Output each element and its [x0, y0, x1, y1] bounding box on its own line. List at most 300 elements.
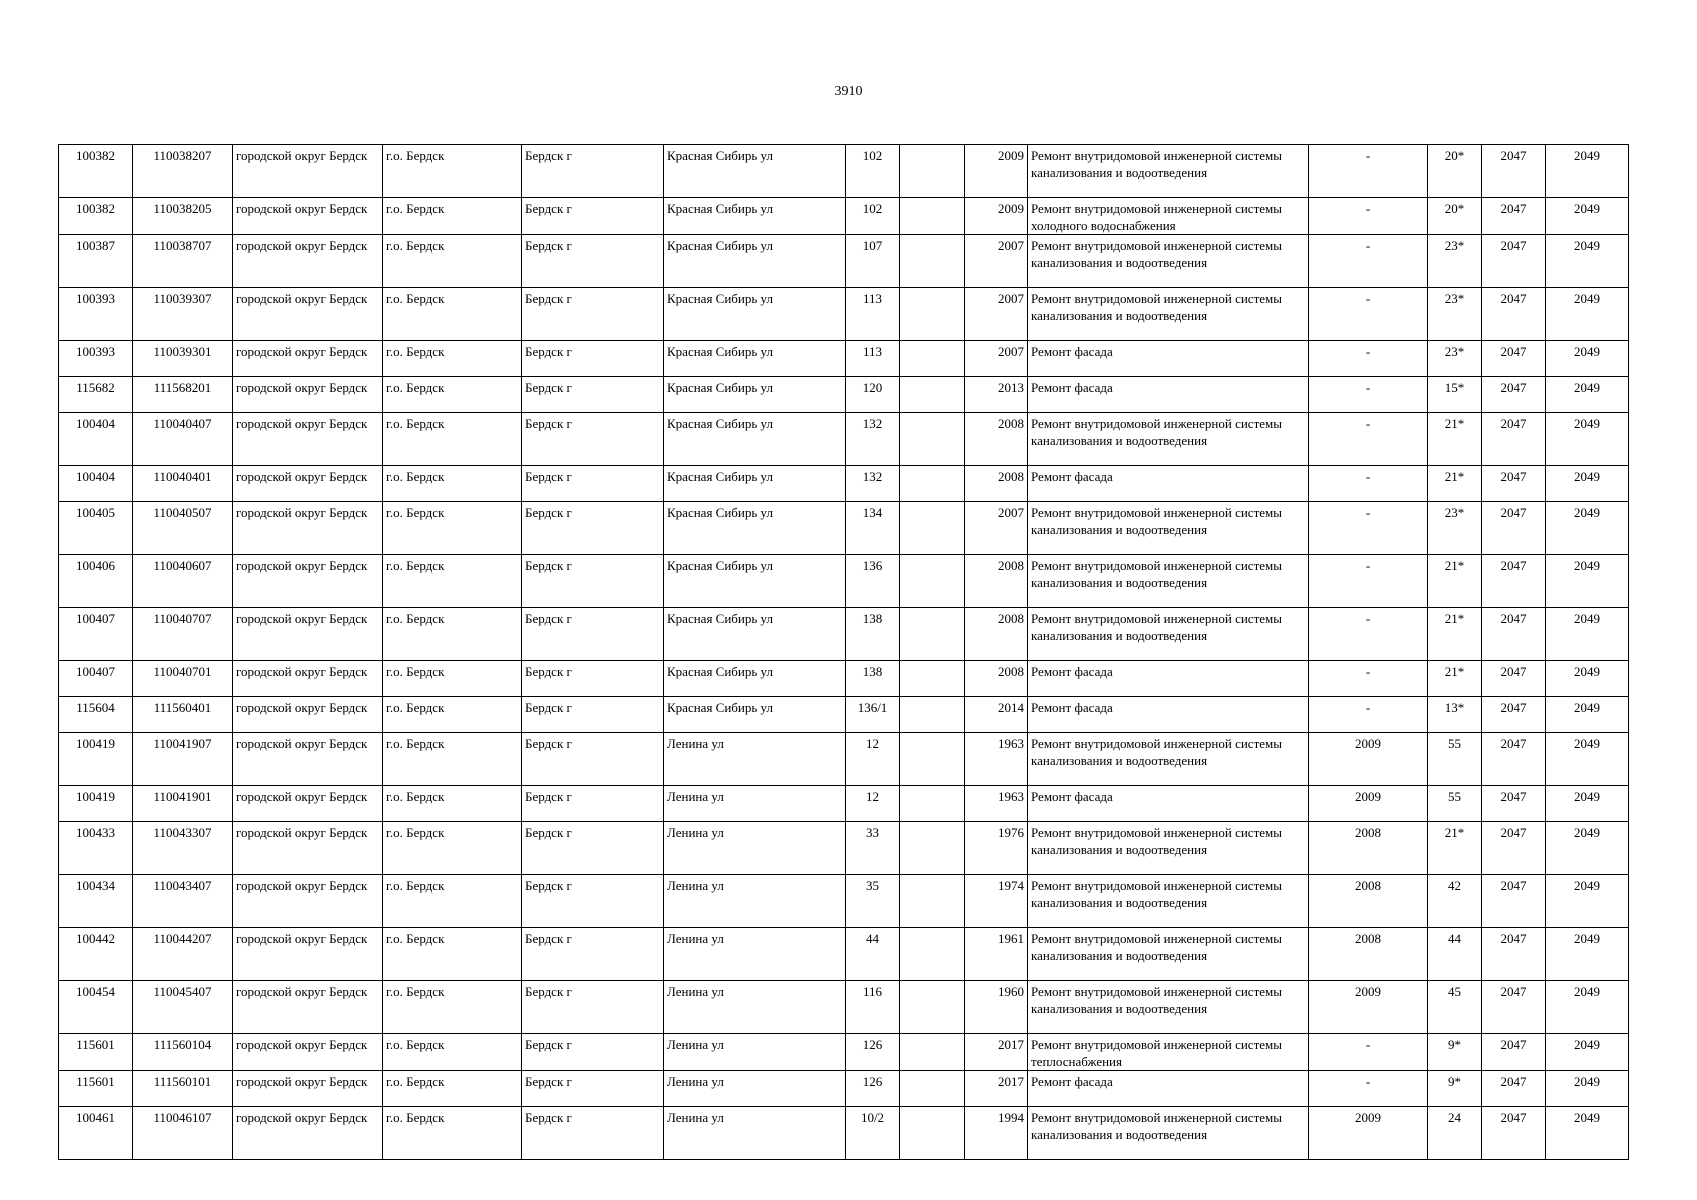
cell-locality: Бердск г: [522, 1107, 664, 1160]
cell-year-built: 2014: [965, 697, 1028, 733]
cell-house-number: 113: [846, 288, 900, 341]
cell-building: [900, 697, 965, 733]
cell-municipality: г.о. Бердск: [383, 198, 522, 235]
cell-building: [900, 786, 965, 822]
cell-year-built: 2017: [965, 1071, 1028, 1107]
cell-last-repair: -: [1309, 661, 1428, 697]
cell-plan-end: 2049: [1546, 341, 1629, 377]
cell-last-repair: 2009: [1309, 1107, 1428, 1160]
cell-work-type: Ремонт внутридомовой инженерной системы канализования и водоотведения: [1028, 502, 1309, 555]
cell-wear: 55: [1428, 733, 1482, 786]
cell-street: Красная Сибирь ул: [664, 502, 846, 555]
cell-wear: 21*: [1428, 822, 1482, 875]
cell-year-built: 1960: [965, 981, 1028, 1034]
cell-house-id: 100434: [59, 875, 133, 928]
cell-house-number: 132: [846, 413, 900, 466]
cell-house-id: 100407: [59, 608, 133, 661]
cell-locality: Бердск г: [522, 928, 664, 981]
cell-wear: 9*: [1428, 1034, 1482, 1071]
registry-table: [58, 144, 1629, 1160]
cell-house-number: 107: [846, 235, 900, 288]
cell-building: [900, 235, 965, 288]
cell-municipality: г.о. Бердск: [383, 1034, 522, 1071]
cell-work-type: Ремонт внутридомовой инженерной системы канализования и водоотведения: [1028, 288, 1309, 341]
table-row: [59, 341, 1629, 377]
cell-house-id: 100387: [59, 235, 133, 288]
cell-last-repair: 2008: [1309, 928, 1428, 981]
cell-plan-end: 2049: [1546, 377, 1629, 413]
table-row: [59, 786, 1629, 822]
cell-municipality: г.о. Бердск: [383, 786, 522, 822]
cell-building: [900, 1034, 965, 1071]
table-row: [59, 733, 1629, 786]
cell-plan-end: 2049: [1546, 608, 1629, 661]
cell-house-number: 134: [846, 502, 900, 555]
cell-wear: 23*: [1428, 502, 1482, 555]
cell-work-type: Ремонт внутридомовой инженерной системы канализования и водоотведения: [1028, 875, 1309, 928]
cell-district: городской округ Бердск: [233, 502, 383, 555]
cell-plan-start: 2047: [1482, 1071, 1546, 1107]
cell-street: Ленина ул: [664, 786, 846, 822]
table-row: [59, 555, 1629, 608]
cell-plan-end: 2049: [1546, 786, 1629, 822]
cell-year-built: 2009: [965, 198, 1028, 235]
cell-wear: 21*: [1428, 608, 1482, 661]
cell-house-number: 12: [846, 733, 900, 786]
cell-building: [900, 466, 965, 502]
cell-work-type: Ремонт внутридомовой инженерной системы канализования и водоотведения: [1028, 928, 1309, 981]
cell-locality: Бердск г: [522, 341, 664, 377]
cell-work-type: Ремонт внутридомовой инженерной системы канализования и водоотведения: [1028, 822, 1309, 875]
cell-plan-start: 2047: [1482, 502, 1546, 555]
cell-work-code: 111560401: [133, 697, 233, 733]
cell-district: городской округ Бердск: [233, 733, 383, 786]
cell-house-number: 136: [846, 555, 900, 608]
cell-plan-end: 2049: [1546, 661, 1629, 697]
cell-work-code: 110040707: [133, 608, 233, 661]
cell-work-type: Ремонт внутридомовой инженерной системы канализования и водоотведения: [1028, 608, 1309, 661]
cell-wear: 21*: [1428, 661, 1482, 697]
cell-wear: 21*: [1428, 466, 1482, 502]
cell-house-id: 100419: [59, 786, 133, 822]
cell-plan-start: 2047: [1482, 697, 1546, 733]
cell-building: [900, 981, 965, 1034]
cell-house-number: 116: [846, 981, 900, 1034]
cell-house-id: 115604: [59, 697, 133, 733]
cell-municipality: г.о. Бердск: [383, 235, 522, 288]
cell-year-built: 2007: [965, 341, 1028, 377]
cell-locality: Бердск г: [522, 661, 664, 697]
cell-municipality: г.о. Бердск: [383, 466, 522, 502]
cell-municipality: г.о. Бердск: [383, 288, 522, 341]
cell-plan-start: 2047: [1482, 235, 1546, 288]
cell-wear: 24: [1428, 1107, 1482, 1160]
cell-locality: Бердск г: [522, 786, 664, 822]
cell-district: городской округ Бердск: [233, 145, 383, 198]
cell-building: [900, 733, 965, 786]
cell-work-code: 110046107: [133, 1107, 233, 1160]
cell-wear: 44: [1428, 928, 1482, 981]
cell-street: Ленина ул: [664, 1034, 846, 1071]
cell-house-number: 113: [846, 341, 900, 377]
cell-plan-start: 2047: [1482, 466, 1546, 502]
cell-plan-start: 2047: [1482, 875, 1546, 928]
cell-house-number: 138: [846, 608, 900, 661]
cell-plan-start: 2047: [1482, 928, 1546, 981]
cell-plan-start: 2047: [1482, 981, 1546, 1034]
cell-wear: 23*: [1428, 235, 1482, 288]
cell-district: городской округ Бердск: [233, 661, 383, 697]
cell-work-code: 110040401: [133, 466, 233, 502]
cell-municipality: г.о. Бердск: [383, 608, 522, 661]
cell-district: городской округ Бердск: [233, 786, 383, 822]
cell-plan-end: 2049: [1546, 466, 1629, 502]
cell-last-repair: -: [1309, 555, 1428, 608]
table-row: [59, 822, 1629, 875]
cell-plan-end: 2049: [1546, 1071, 1629, 1107]
cell-wear: 9*: [1428, 1071, 1482, 1107]
cell-district: городской округ Бердск: [233, 1034, 383, 1071]
cell-street: Красная Сибирь ул: [664, 466, 846, 502]
cell-work-code: 110041907: [133, 733, 233, 786]
cell-locality: Бердск г: [522, 1071, 664, 1107]
cell-plan-end: 2049: [1546, 413, 1629, 466]
cell-last-repair: 2009: [1309, 981, 1428, 1034]
cell-work-type: Ремонт внутридомовой инженерной системы канализования и водоотведения: [1028, 981, 1309, 1034]
cell-work-code: 110040507: [133, 502, 233, 555]
cell-locality: Бердск г: [522, 145, 664, 198]
cell-building: [900, 822, 965, 875]
cell-building: [900, 555, 965, 608]
cell-street: Красная Сибирь ул: [664, 198, 846, 235]
cell-wear: 23*: [1428, 341, 1482, 377]
cell-last-repair: 2008: [1309, 822, 1428, 875]
cell-year-built: 2007: [965, 288, 1028, 341]
cell-locality: Бердск г: [522, 466, 664, 502]
cell-plan-start: 2047: [1482, 608, 1546, 661]
cell-street: Ленина ул: [664, 981, 846, 1034]
cell-work-type: Ремонт фасада: [1028, 786, 1309, 822]
cell-year-built: 2008: [965, 466, 1028, 502]
cell-plan-start: 2047: [1482, 733, 1546, 786]
table-row: [59, 928, 1629, 981]
cell-work-code: 110038707: [133, 235, 233, 288]
cell-house-number: 12: [846, 786, 900, 822]
cell-work-code: 110039301: [133, 341, 233, 377]
table-row: [59, 288, 1629, 341]
cell-street: Красная Сибирь ул: [664, 608, 846, 661]
cell-municipality: г.о. Бердск: [383, 697, 522, 733]
cell-locality: Бердск г: [522, 1034, 664, 1071]
cell-work-type: Ремонт фасада: [1028, 661, 1309, 697]
cell-work-code: 110045407: [133, 981, 233, 1034]
cell-district: городской округ Бердск: [233, 608, 383, 661]
cell-building: [900, 145, 965, 198]
table-row: [59, 1071, 1629, 1107]
cell-house-number: 132: [846, 466, 900, 502]
cell-district: городской округ Бердск: [233, 377, 383, 413]
cell-last-repair: -: [1309, 198, 1428, 235]
cell-wear: 45: [1428, 981, 1482, 1034]
cell-municipality: г.о. Бердск: [383, 377, 522, 413]
table-row: [59, 1034, 1629, 1071]
cell-house-id: 100406: [59, 555, 133, 608]
cell-street: Ленина ул: [664, 928, 846, 981]
cell-municipality: г.о. Бердск: [383, 555, 522, 608]
cell-wear: 23*: [1428, 288, 1482, 341]
cell-work-type: Ремонт фасада: [1028, 697, 1309, 733]
cell-building: [900, 875, 965, 928]
cell-street: Красная Сибирь ул: [664, 145, 846, 198]
cell-house-id: 100393: [59, 341, 133, 377]
cell-locality: Бердск г: [522, 502, 664, 555]
cell-work-type: Ремонт внутридомовой инженерной системы теплоснабжения: [1028, 1034, 1309, 1071]
cell-plan-start: 2047: [1482, 661, 1546, 697]
cell-building: [900, 198, 965, 235]
cell-year-built: 1976: [965, 822, 1028, 875]
cell-house-number: 120: [846, 377, 900, 413]
cell-municipality: г.о. Бердск: [383, 928, 522, 981]
cell-building: [900, 288, 965, 341]
cell-plan-start: 2047: [1482, 198, 1546, 235]
cell-year-built: 2008: [965, 661, 1028, 697]
cell-street: Красная Сибирь ул: [664, 661, 846, 697]
cell-locality: Бердск г: [522, 198, 664, 235]
cell-last-repair: -: [1309, 235, 1428, 288]
cell-last-repair: -: [1309, 288, 1428, 341]
cell-plan-end: 2049: [1546, 502, 1629, 555]
cell-house-number: 102: [846, 145, 900, 198]
cell-year-built: 1963: [965, 786, 1028, 822]
cell-district: городской округ Бердск: [233, 235, 383, 288]
cell-last-repair: -: [1309, 466, 1428, 502]
cell-work-type: Ремонт внутридомовой инженерной системы канализования и водоотведения: [1028, 733, 1309, 786]
cell-street: Красная Сибирь ул: [664, 413, 846, 466]
cell-street: Ленина ул: [664, 822, 846, 875]
cell-locality: Бердск г: [522, 555, 664, 608]
table-row: [59, 502, 1629, 555]
table-row: [59, 1107, 1629, 1160]
cell-wear: 20*: [1428, 198, 1482, 235]
cell-plan-start: 2047: [1482, 786, 1546, 822]
cell-house-id: 100393: [59, 288, 133, 341]
cell-work-type: Ремонт внутридомовой инженерной системы канализования и водоотведения: [1028, 235, 1309, 288]
cell-house-number: 35: [846, 875, 900, 928]
cell-municipality: г.о. Бердск: [383, 502, 522, 555]
cell-locality: Бердск г: [522, 377, 664, 413]
cell-wear: 13*: [1428, 697, 1482, 733]
cell-house-id: 100405: [59, 502, 133, 555]
cell-last-repair: -: [1309, 413, 1428, 466]
cell-plan-end: 2049: [1546, 733, 1629, 786]
cell-wear: 21*: [1428, 555, 1482, 608]
cell-year-built: 2009: [965, 145, 1028, 198]
cell-locality: Бердск г: [522, 981, 664, 1034]
cell-house-number: 136/1: [846, 697, 900, 733]
cell-house-id: 100454: [59, 981, 133, 1034]
cell-plan-end: 2049: [1546, 145, 1629, 198]
cell-plan-start: 2047: [1482, 377, 1546, 413]
cell-district: городской округ Бердск: [233, 875, 383, 928]
cell-locality: Бердск г: [522, 413, 664, 466]
cell-year-built: 1994: [965, 1107, 1028, 1160]
cell-district: городской округ Бердск: [233, 1107, 383, 1160]
cell-plan-start: 2047: [1482, 288, 1546, 341]
cell-building: [900, 928, 965, 981]
cell-district: городской округ Бердск: [233, 822, 383, 875]
cell-work-type: Ремонт внутридомовой инженерной системы холодного водоснабжения: [1028, 198, 1309, 235]
cell-municipality: г.о. Бердск: [383, 661, 522, 697]
cell-last-repair: 2009: [1309, 733, 1428, 786]
cell-municipality: г.о. Бердск: [383, 145, 522, 198]
cell-district: городской округ Бердск: [233, 341, 383, 377]
cell-plan-end: 2049: [1546, 235, 1629, 288]
cell-house-id: 115601: [59, 1071, 133, 1107]
cell-municipality: г.о. Бердск: [383, 1071, 522, 1107]
cell-work-code: 111560104: [133, 1034, 233, 1071]
cell-locality: Бердск г: [522, 235, 664, 288]
cell-plan-end: 2049: [1546, 198, 1629, 235]
cell-plan-end: 2049: [1546, 928, 1629, 981]
cell-locality: Бердск г: [522, 875, 664, 928]
page-number: 3910: [834, 84, 863, 99]
cell-work-code: 110040407: [133, 413, 233, 466]
cell-plan-end: 2049: [1546, 555, 1629, 608]
cell-work-code: 110038205: [133, 198, 233, 235]
cell-work-code: 111568201: [133, 377, 233, 413]
cell-last-repair: -: [1309, 377, 1428, 413]
cell-district: городской округ Бердск: [233, 198, 383, 235]
cell-district: городской округ Бердск: [233, 928, 383, 981]
cell-district: городской округ Бердск: [233, 288, 383, 341]
cell-house-id: 100404: [59, 466, 133, 502]
cell-locality: Бердск г: [522, 733, 664, 786]
cell-plan-end: 2049: [1546, 981, 1629, 1034]
cell-district: городской округ Бердск: [233, 555, 383, 608]
cell-district: городской округ Бердск: [233, 413, 383, 466]
cell-building: [900, 377, 965, 413]
cell-wear: 55: [1428, 786, 1482, 822]
table-row: [59, 145, 1629, 198]
cell-building: [900, 341, 965, 377]
cell-work-type: Ремонт фасада: [1028, 466, 1309, 502]
cell-street: Красная Сибирь ул: [664, 235, 846, 288]
cell-last-repair: -: [1309, 1071, 1428, 1107]
cell-wear: 42: [1428, 875, 1482, 928]
cell-house-id: 115682: [59, 377, 133, 413]
cell-plan-start: 2047: [1482, 145, 1546, 198]
table-row: [59, 235, 1629, 288]
cell-municipality: г.о. Бердск: [383, 1107, 522, 1160]
cell-municipality: г.о. Бердск: [383, 981, 522, 1034]
cell-house-number: 33: [846, 822, 900, 875]
cell-wear: 15*: [1428, 377, 1482, 413]
cell-work-code: 110044207: [133, 928, 233, 981]
cell-work-type: Ремонт фасада: [1028, 341, 1309, 377]
cell-year-built: 1961: [965, 928, 1028, 981]
cell-year-built: 2008: [965, 555, 1028, 608]
cell-year-built: 2007: [965, 235, 1028, 288]
cell-street: Красная Сибирь ул: [664, 377, 846, 413]
cell-last-repair: -: [1309, 341, 1428, 377]
cell-plan-end: 2049: [1546, 875, 1629, 928]
table-row: [59, 697, 1629, 733]
cell-building: [900, 1107, 965, 1160]
cell-plan-end: 2049: [1546, 288, 1629, 341]
cell-work-code: 110040701: [133, 661, 233, 697]
cell-house-number: 126: [846, 1071, 900, 1107]
cell-street: Ленина ул: [664, 875, 846, 928]
cell-wear: 21*: [1428, 413, 1482, 466]
cell-house-number: 126: [846, 1034, 900, 1071]
cell-street: Красная Сибирь ул: [664, 555, 846, 608]
cell-district: городской округ Бердск: [233, 697, 383, 733]
cell-plan-start: 2047: [1482, 555, 1546, 608]
table-row: [59, 377, 1629, 413]
cell-year-built: 2017: [965, 1034, 1028, 1071]
cell-plan-end: 2049: [1546, 1107, 1629, 1160]
cell-plan-end: 2049: [1546, 697, 1629, 733]
cell-work-code: 110043407: [133, 875, 233, 928]
table-row: [59, 661, 1629, 697]
cell-plan-start: 2047: [1482, 413, 1546, 466]
cell-house-number: 102: [846, 198, 900, 235]
cell-building: [900, 1071, 965, 1107]
cell-district: городской округ Бердск: [233, 1071, 383, 1107]
cell-house-id: 100461: [59, 1107, 133, 1160]
cell-work-code: 110040607: [133, 555, 233, 608]
table-body: [59, 145, 1629, 1160]
cell-work-type: Ремонт внутридомовой инженерной системы канализования и водоотведения: [1028, 413, 1309, 466]
cell-municipality: г.о. Бердск: [383, 341, 522, 377]
cell-house-number: 44: [846, 928, 900, 981]
cell-building: [900, 502, 965, 555]
cell-plan-end: 2049: [1546, 822, 1629, 875]
cell-last-repair: -: [1309, 608, 1428, 661]
cell-municipality: г.о. Бердск: [383, 822, 522, 875]
cell-street: Красная Сибирь ул: [664, 697, 846, 733]
cell-building: [900, 608, 965, 661]
cell-work-type: Ремонт внутридомовой инженерной системы канализования и водоотведения: [1028, 1107, 1309, 1160]
cell-last-repair: -: [1309, 145, 1428, 198]
cell-street: Ленина ул: [664, 1071, 846, 1107]
cell-locality: Бердск г: [522, 288, 664, 341]
cell-work-code: 110041901: [133, 786, 233, 822]
cell-last-repair: 2009: [1309, 786, 1428, 822]
cell-work-code: 110043307: [133, 822, 233, 875]
cell-plan-start: 2047: [1482, 822, 1546, 875]
cell-plan-end: 2049: [1546, 1034, 1629, 1071]
cell-plan-start: 2047: [1482, 1107, 1546, 1160]
cell-building: [900, 413, 965, 466]
cell-street: Красная Сибирь ул: [664, 341, 846, 377]
cell-last-repair: -: [1309, 1034, 1428, 1071]
cell-work-type: Ремонт внутридомовой инженерной системы канализования и водоотведения: [1028, 555, 1309, 608]
cell-year-built: 1963: [965, 733, 1028, 786]
cell-municipality: г.о. Бердск: [383, 413, 522, 466]
cell-municipality: г.о. Бердск: [383, 733, 522, 786]
cell-district: городской округ Бердск: [233, 466, 383, 502]
cell-municipality: г.о. Бердск: [383, 875, 522, 928]
cell-street: Ленина ул: [664, 1107, 846, 1160]
cell-house-id: 100382: [59, 145, 133, 198]
cell-house-id: 100442: [59, 928, 133, 981]
cell-plan-start: 2047: [1482, 341, 1546, 377]
cell-house-number: 10/2: [846, 1107, 900, 1160]
cell-last-repair: 2008: [1309, 875, 1428, 928]
cell-last-repair: -: [1309, 502, 1428, 555]
cell-house-id: 100404: [59, 413, 133, 466]
